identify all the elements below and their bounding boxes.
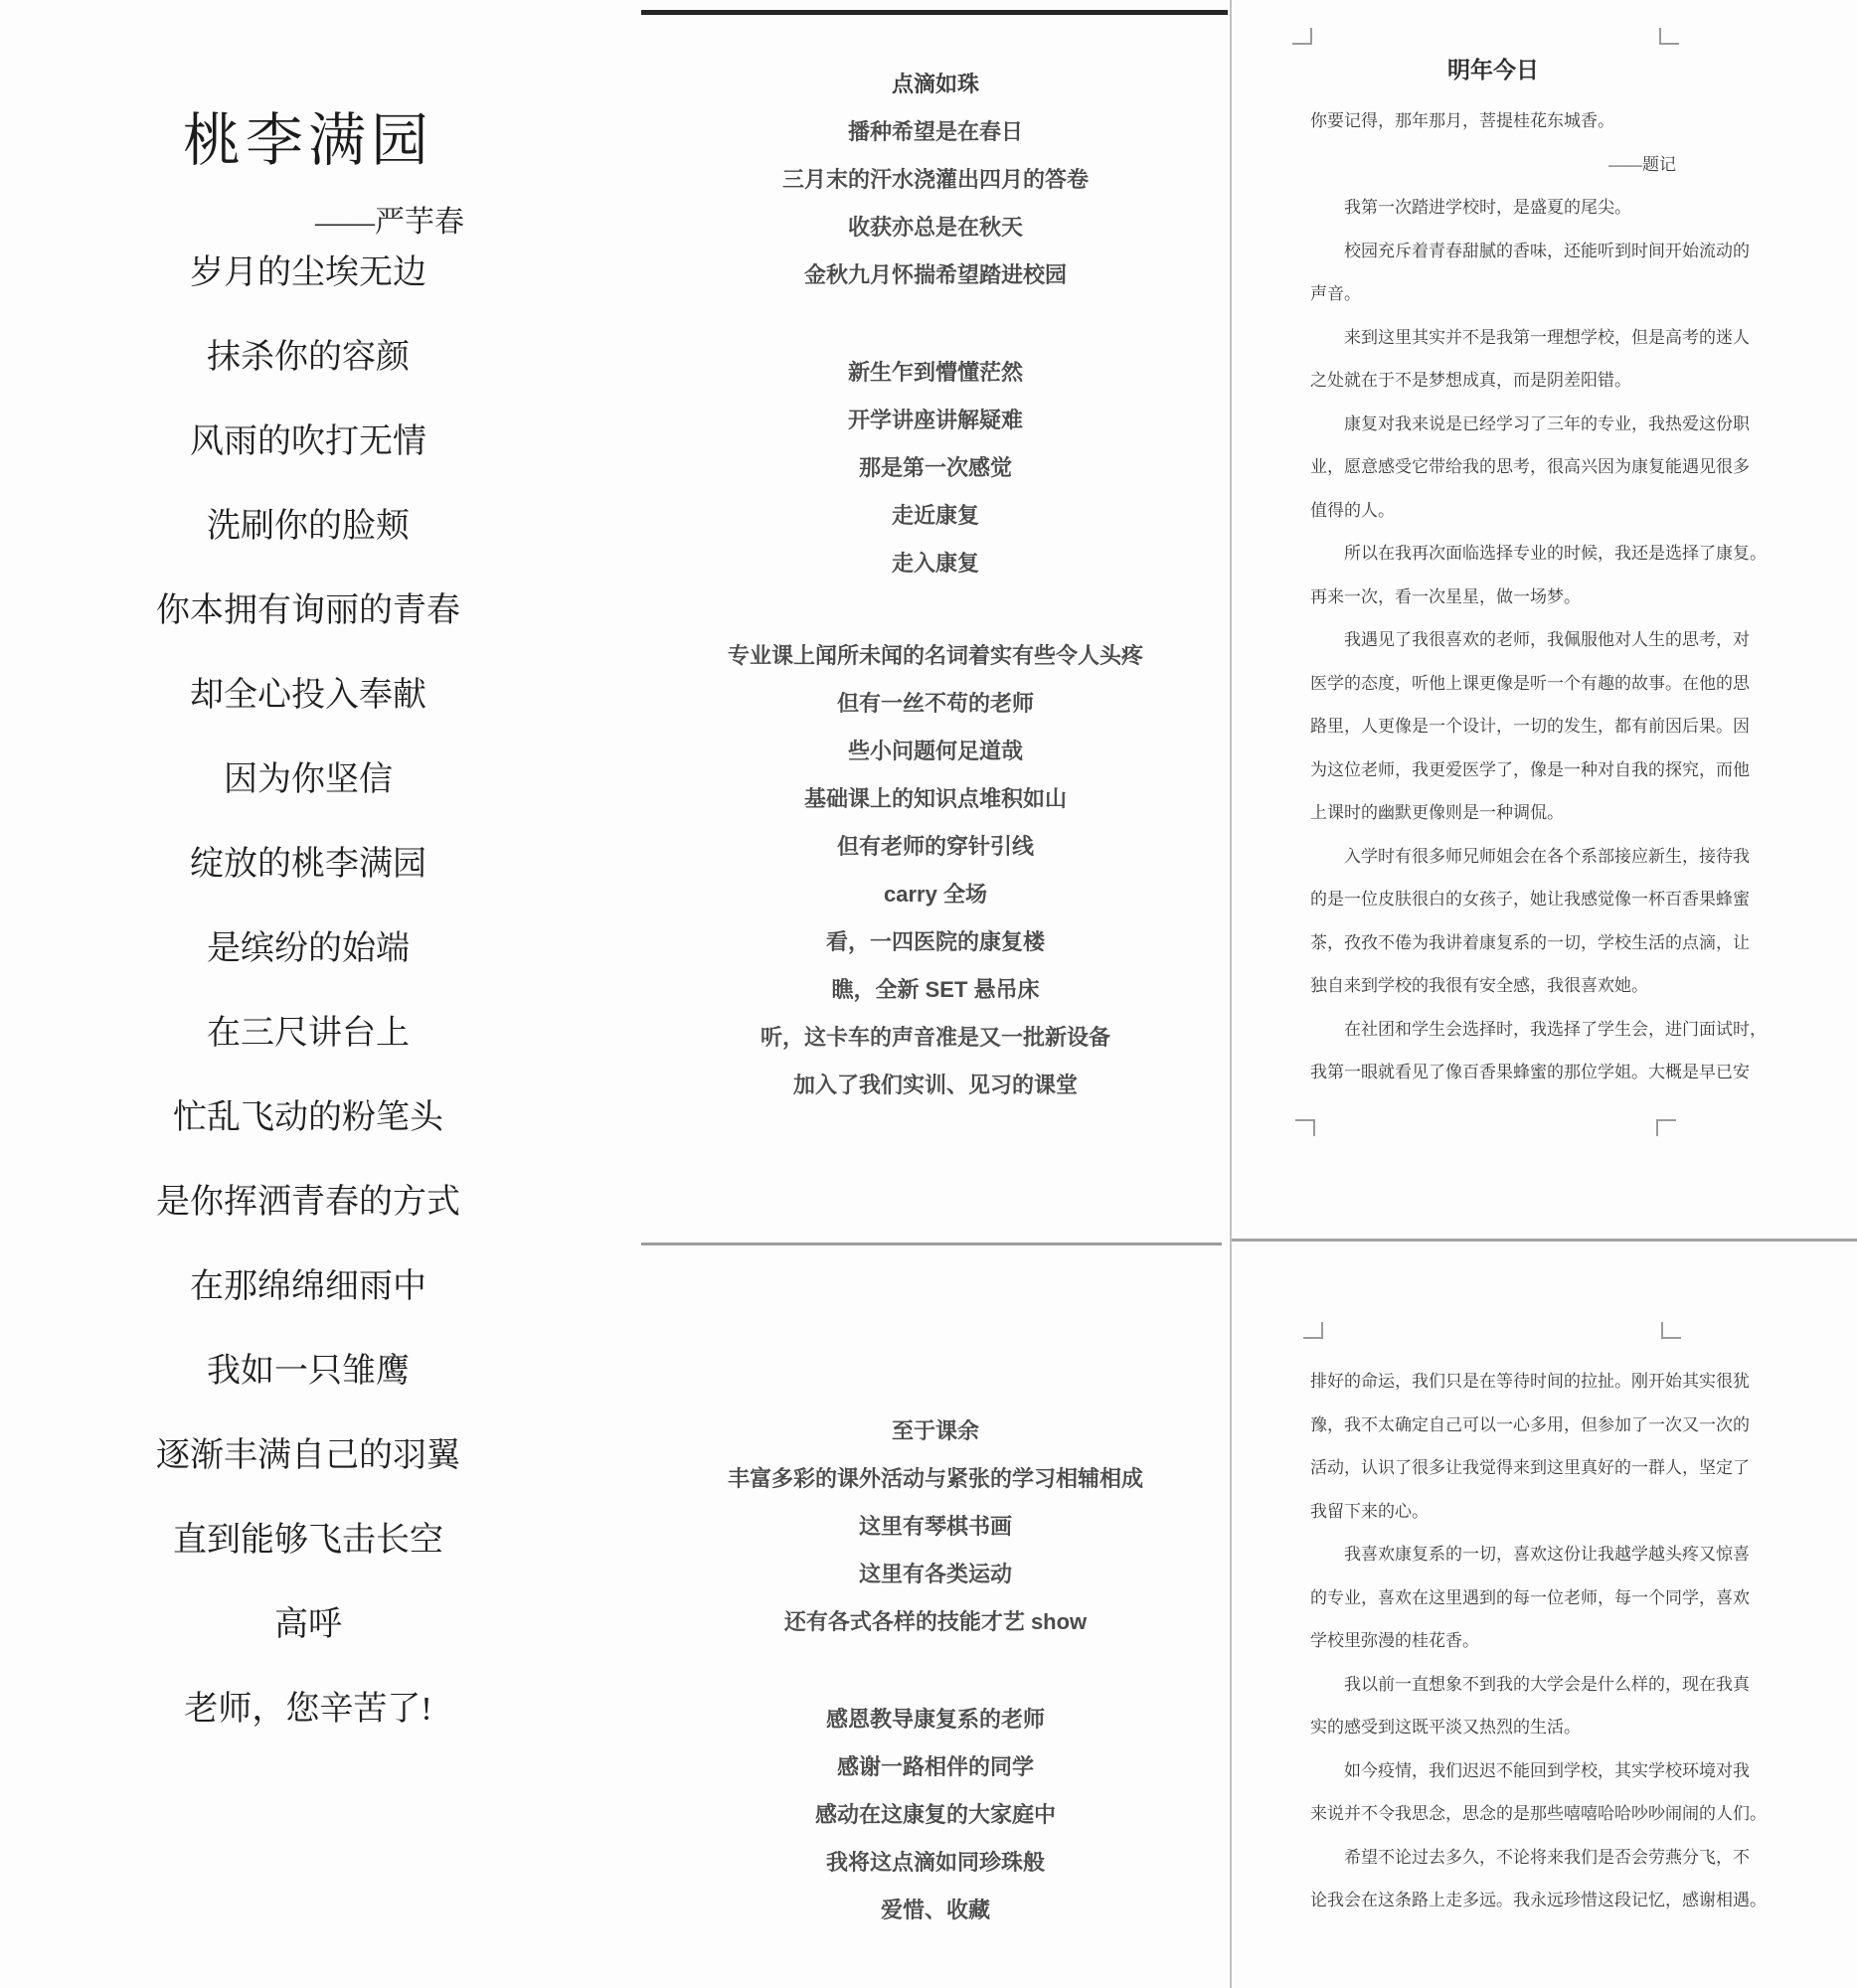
- poem-line: 这里有各类运动: [858, 1562, 1012, 1586]
- poem-line: 我如一只雏鹰: [207, 1353, 410, 1390]
- poem-line: 但有老师的穿针引线: [836, 834, 1034, 859]
- essay-line: 独自来到学校的我很有安全感，我很喜欢她。: [1310, 976, 1648, 995]
- poem-line: 丰富多彩的课外活动与紧张的学习相辅相成: [727, 1466, 1143, 1491]
- poem-line: 加入了我们实训、见习的课堂: [792, 1073, 1078, 1097]
- page-corner-mark: [1659, 28, 1679, 45]
- essay-line: 如今疫情，我们迟迟不能回到学校，其实学校环境对我: [1344, 1760, 1750, 1780]
- poem-line: 还有各式各样的技能才艺 show: [783, 1609, 1088, 1634]
- middle-page-break-rule: [641, 1242, 1222, 1245]
- poem-line: 那是第一次感觉: [858, 455, 1012, 480]
- poem-line: 看，一四医院的康复楼: [825, 929, 1045, 954]
- poem-line: 是缤纷的始端: [207, 930, 410, 967]
- poem-line: 瞧，全新 SET 悬吊床: [831, 977, 1040, 1002]
- essay-line: 你要记得，那年那月，菩提桂花东城香。: [1310, 111, 1614, 130]
- essay-line: 学校里弥漫的桂花香。: [1310, 1631, 1479, 1650]
- middle-poem-stanza-4: [641, 1408, 1230, 1646]
- poem-line: 收获亦总是在秋天: [847, 215, 1023, 240]
- page-corner-mark: [1295, 1119, 1315, 1136]
- left-poem-title: 桃李满园: [182, 108, 433, 173]
- poem-line: 基础课上的知识点堆积如山: [803, 786, 1067, 811]
- middle-poem-stanza-2: [641, 349, 1230, 587]
- poem-line: 这里有琴棋书画: [858, 1514, 1012, 1539]
- essay-line: 我留下来的心。: [1310, 1501, 1429, 1521]
- essay-line: 茶，孜孜不倦为我讲着康复系的一切，学校生活的点滴，让: [1310, 932, 1750, 952]
- essay-line: 再来一次，看一次星星，做一场梦。: [1310, 586, 1581, 606]
- essay-line: 的专业，喜欢在这里遇到的每一位老师，每一个同学，喜欢: [1310, 1587, 1750, 1607]
- poem-line: 洗刷你的脸颊: [207, 508, 410, 545]
- essay-line: 排好的命运，我们只是在等待时间的拉扯。刚开始其实很犹: [1310, 1372, 1750, 1391]
- poem-line: 你本拥有询丽的青春: [156, 592, 460, 629]
- essay-line: 康复对我来说是已经学习了三年的专业，我热爱这份职: [1344, 414, 1750, 433]
- poem-line: 我将这点滴如同珍珠般: [825, 1850, 1045, 1875]
- poem-line: 听，这卡车的声音准是又一批新设备: [760, 1025, 1110, 1050]
- poem-line: 风雨的吹打无情: [190, 423, 426, 460]
- poem-line: 抹杀你的容颜: [207, 339, 410, 376]
- page-corner-mark: [1656, 1119, 1676, 1136]
- page-corner-mark: [1661, 1322, 1681, 1339]
- poem-line: 在那绵绵细雨中: [190, 1268, 426, 1305]
- essay-line: 我第一眼就看见了像百香果蜂蜜的那位学姐。大概是早已安: [1310, 1063, 1750, 1081]
- poem-line: 新生乍到懵懂茫然: [847, 360, 1023, 385]
- essay-line: 我喜欢康复系的一切，喜欢这份让我越学越头疼又惊喜: [1344, 1545, 1750, 1564]
- essay-line: 在社团和学生会选择时，我选择了学生会，进门面试时，: [1344, 1019, 1767, 1039]
- poem-line: 因为你坚信: [224, 761, 393, 798]
- essay-line: 我遇见了我很喜欢的老师，我佩服他对人生的思考，对: [1344, 630, 1750, 649]
- essay-line: 实的感受到这既平淡又热烈的生活。: [1310, 1718, 1581, 1737]
- essay-line: 来说并不令我思念，思念的是那些嘻嘻哈哈吵吵闹闹的人们。: [1310, 1804, 1767, 1823]
- poem-line: 老师，您辛苦了!: [184, 1691, 432, 1728]
- middle-page-top-rule: [641, 10, 1228, 15]
- poem-line: 走入康复: [891, 551, 979, 576]
- essay-title: 明年今日: [1447, 58, 1539, 83]
- essay-line: 我第一次踏进学校时，是盛夏的尾尖。: [1344, 198, 1631, 217]
- column-seam-line: [1230, 0, 1232, 1988]
- essay-line: 豫，我不太确定自己可以一心多用，但参加了一次又一次的: [1310, 1414, 1750, 1434]
- essay-line: 上课时的幽默更像则是一种调侃。: [1310, 803, 1564, 822]
- poem-line: 开学讲座讲解疑难: [847, 408, 1023, 432]
- essay-line: 来到这里其实并不是我第一理想学校，但是高考的迷人: [1344, 327, 1750, 347]
- poem-line: 岁月的尘埃无边: [190, 254, 426, 291]
- poem-line: 在三尺讲台上: [207, 1015, 410, 1052]
- essay-epigraph-label: ——题记: [1608, 154, 1676, 174]
- poem-line: 金秋九月怀揣希望踏进校园: [803, 262, 1067, 287]
- essay-line: 我以前一直想象不到我的大学会是什么样的，现在我真: [1344, 1674, 1750, 1694]
- essay-line: 为这位老师，我更爱医学了，像是一种对自我的探究，而他: [1310, 759, 1750, 779]
- essay-page-1: [1310, 99, 1767, 1094]
- poem-line: 感恩教导康复系的老师: [825, 1707, 1045, 1732]
- poem-line: 高呼: [274, 1606, 342, 1643]
- poem-line: 三月末的汗水浇灌出四月的答卷: [781, 167, 1089, 192]
- poem-line: 直到能够飞击长空: [173, 1522, 443, 1559]
- essay-line: 路里，人更像是一个设计，一切的发生，都有前因后果。因: [1310, 717, 1750, 736]
- poem-line: 播种希望是在春日: [847, 119, 1023, 144]
- left-poem-body: [60, 231, 557, 1751]
- essay-line: 业，愿意感受它带给我的思考，很高兴因为康复能遇见很多: [1310, 457, 1750, 476]
- middle-poem-stanza-3: [641, 632, 1230, 1109]
- essay-page-2: [1310, 1360, 1767, 1922]
- poem-line: 忙乱飞动的粉笔头: [173, 1099, 443, 1136]
- poem-line: 是你挥洒青春的方式: [156, 1184, 460, 1221]
- poem-line: carry 全场: [884, 882, 987, 907]
- poem-line: 但有一丝不苟的老师: [836, 691, 1034, 716]
- poem-line: 却全心投入奉献: [190, 677, 426, 714]
- middle-poem-title: 点滴如珠: [891, 72, 979, 96]
- essay-line: 所以在我再次面临选择专业的时候，我还是选择了康复。: [1344, 544, 1767, 563]
- essay-line: 校园充斥着青春甜腻的香味，还能听到时间开始流动的: [1344, 241, 1750, 260]
- poem-line: 爱惜、收藏: [880, 1898, 990, 1922]
- essay-line: 论我会在这条路上走多远。我永远珍惜这段记忆，感谢相遇。: [1310, 1891, 1767, 1909]
- essay-line: 入学时有很多师兄师姐会在各个系部接应新生，接待我: [1344, 846, 1750, 866]
- essay-line: 医学的态度，听他上课更像是听一个有趣的故事。在他的思: [1310, 673, 1750, 693]
- poem-line: 至于课余: [891, 1418, 979, 1443]
- page-corner-mark: [1292, 28, 1312, 45]
- essay-line: 声音。: [1310, 284, 1361, 303]
- essay-line: 值得的人。: [1310, 500, 1395, 520]
- essay-page-break-rule: [1232, 1239, 1857, 1242]
- essay-line: 的是一位皮肤很白的女孩子，她让我感觉像一杯百香果蜂蜜: [1310, 890, 1750, 909]
- poem-line: 些小问题何足道哉: [847, 739, 1023, 763]
- middle-poem-stanza-5: [641, 1696, 1230, 1934]
- poem-line: 感动在这康复的大家庭中: [814, 1802, 1056, 1827]
- left-poem-byline: ——严芋春: [315, 206, 464, 239]
- poem-line: 专业课上闻所未闻的名词着实有些令人头疼: [727, 643, 1143, 668]
- essay-line: 活动，认识了很多让我觉得来到这里真好的一群人，坚定了: [1310, 1458, 1750, 1477]
- essay-line: 希望不论过去多久，不论将来我们是否会劳燕分飞，不: [1344, 1847, 1750, 1867]
- poem-line: 逐渐丰满自己的羽翼: [156, 1437, 460, 1474]
- poem-line: 感谢一路相伴的同学: [836, 1754, 1034, 1779]
- poem-line: 绽放的桃李满园: [190, 846, 426, 883]
- poem-line: 走近康复: [891, 503, 979, 528]
- middle-poem-stanza-1: [641, 61, 1230, 299]
- essay-line: 之处就在于不是梦想成真，而是阴差阳错。: [1310, 371, 1631, 390]
- page-corner-mark: [1303, 1322, 1323, 1339]
